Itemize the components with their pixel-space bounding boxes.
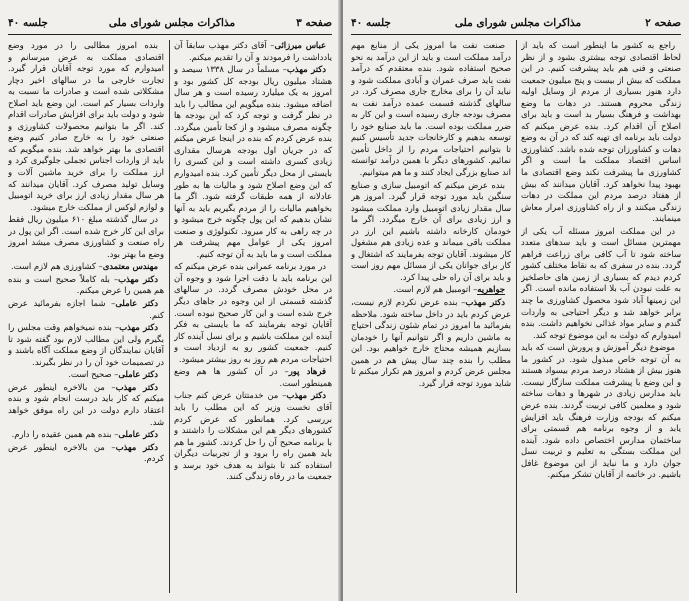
paragraph-text: – صحیح است. (68, 369, 119, 380)
right-page-title: مذاکرات مجلس شورای ملی (454, 17, 582, 29)
paragraph-text: – مسلماً در سال ۱۳۳۸ سیصد و هشتاد میلیون ریال بودجه کل کشور بود و امروز به یک میلیارد رسیده است و هر سال اضافه میشود. بنده میگویم این مطالب را باید در نظر گرفت و توجه کرد که این بودجه ها چگونه مصرف میشود و از کجا تأمین میگردد. بنده عرض کردم که بنده در اینجا عرض میکنم که در جریان اول بودجه هرسال مقداری زیادی کسری داشته است و این کسری را بایستی از محل دیگر تأمین کرد. بنده امیدوارم که این وضع اصلاح شود و مالیات ها به طور عادلانه از همه طبقات گرفته شود. اگر ما بخواهیم مالیات را از مردم بگیریم باید به آنها نشان بدهیم که این پول چگونه خرج میشود و در چه راهی به کار میرود. تکنولوژی و صنعت امروز یکی از عوامل مهم پیشرفت هر مملکت است و ما باید به آن توجه کنیم. (174, 64, 332, 259)
speaker-name: دکتر عاملی (118, 429, 158, 440)
right-page-col-left (351, 40, 511, 595)
paragraph-text: – کشاورزی هم لازم است. (10, 261, 103, 272)
speaker-name: دکتر مهذب (115, 381, 158, 392)
column-rule (516, 40, 517, 593)
paragraph-text: موضوع دیگر آموزش و پرورش است که باید به آن توجه خاص مبذول شود. در کشور ما هنوز بیش از هشتاد درصد مردم بیسواد هستند و این وضع با پیشرفت مملکت سازگار نیست. باید مدارس زیادی در شهرها و دهات ساخته شود و معلمین کافی تربیت گردند. بنده عرض میکنم که بودجه وزارت فرهنگ باید افزایش یابد و از وجوه برنامه هم قسمتی برای ساختمان مدارس اختصاص داده شود. آینده این مملکت بستگی به تعلیم و تربیت نسل جوان دارد و ما نباید از این موضوع غافل باشیم. در خاتمه از آقایان تشکر میکنم. (521, 342, 681, 480)
paragraph (521, 226, 681, 341)
speaker-name: جواهریه (477, 284, 505, 295)
paragraph-text: در مورد برنامه عمرانی بنده عرض میکنم که این برنامه باید با دقت اجرا شود و وجوه آن در محل خودش مصرف گردد. در سالهای گذشته قسمتی از این وجوه در جاهای دیگر خرج شده است و این کار صحیح نبوده است. آقایان توجه بفرمایند که ما بایستی به فکر آینده این مملکت باشیم و برای نسل آینده کار کنیم. جمعیت کشور رو به ازدیاد است و احتیاجات مردم هم روز به روز بیشتر میشود. (174, 261, 332, 364)
paragraph (8, 429, 164, 441)
paragraph-text: – بنده عرض نکردم لازم نیست، عرض کردم باید در داخل ساخته شود. ملاحظه بفرمائید ما امروز در تمام شئون زندگی احتیاج به ماشین داریم و اگر نتوانیم آنها را خودمان بسازیم همیشه محتاج خارج خواهیم بود. این مطلب را بنده چند سال پیش هم در همین مجلس عرض کردم و امروز هم تکرار میکنم تا شاید مورد توجه قرار گیرد. (351, 297, 511, 388)
paragraph (8, 274, 164, 297)
paragraph-text: – در آن کشور ها هم وضع همینطور است. (174, 366, 332, 388)
paragraph (174, 40, 332, 63)
paragraph (8, 442, 164, 465)
paragraph (8, 214, 164, 260)
paragraph (174, 64, 332, 260)
right-page (343, 0, 689, 601)
paragraph-text: – شما اجازه بفرمائید عرض کنم. (8, 298, 164, 320)
paragraph (174, 261, 332, 365)
paragraph-text: راجع به کشور ما اینطور است که باید از لحاظ اقتصادی توجه بیشتری بشود و از نظر صنعتی و فنی هم باید پیشرفت کنیم. در این مملکت که بیش از بیست و پنج میلیون جمعیت دارد هنوز بسیاری از مردم از وسایل اولیه زندگی محروم هستند. در دهات ما وضع بهداشت و فرهنگ بسیار بد است و باید برای اصلاح آن اقدام کرد. بنده عرض میکنم که دولت باید برنامه ای تهیه کند که در آن به وضع دهات و کشاورزان توجه شده باشد. کشاورزی اساس اقتصاد مملکت ما است و اگر کشاورزی ما پیشرفت نکند وضع اقتصادی ما بهبود پیدا نخواهد کرد. آقایان میدانند که بیش از هفتاد درصد مردم این مملکت در دهات زندگی میکنند و از راه کشاورزی امرار معاش مینمایند. (521, 40, 681, 224)
speaker-name: دکتر عاملی (115, 298, 158, 309)
paragraph (8, 382, 164, 428)
speaker-name: مهندس معتمدی (102, 261, 158, 272)
paragraph (8, 298, 164, 321)
paragraph (521, 342, 681, 481)
speaker-name: دکتر مهذب (286, 64, 326, 75)
left-page-number: صفحه ۳ (296, 17, 332, 29)
paragraph (174, 390, 332, 482)
speaker-name: دکتر عاملی (118, 369, 158, 380)
speaker-name: دکتر مهذب (465, 297, 505, 308)
paragraph-text: بنده امروز مطالبی را در مورد وضع اقتصادی مملکت به عرض میرسانم و امیدوارم که مورد توجه آقایان قرار گیرد. تجارت خارجی ما در سالهای اخیر دچار مشکلاتی شده است و صادرات ما نسبت به واردات بسیار کم است. این وضع باید اصلاح شود و دولت باید برای افزایش صادرات اقدام کند. اگر ما بتوانیم محصولات کشاورزی و صنعتی خود را به خارج صادر کنیم وضع اقتصادی ما بهتر خواهد شد. بنده میگویم که باید از واردات اجناس تجملی جلوگیری کرد و ارز مملکت را برای خرید ماشین آلات و وسایل تولید مصرف کرد. آقایان میدانند که هر سال مقدار زیادی ارز برای خرید اتومبیل و لوازم لوکس از مملکت خارج میشود. (8, 40, 164, 212)
paragraph (351, 297, 511, 389)
paragraph (174, 366, 332, 389)
speaker-name: دکتر مهذب (115, 441, 158, 452)
speaker-name: دکتر مهذب (119, 322, 158, 333)
paragraph-text: – من خدمتتان عرض کنم جناب آقای نخست وزیر که این مطلب را باید بررسی کرد. همانطور که عرض کردم کشورهای دیگر هم این مشکلات را داشتند و با برنامه صحیح آن را حل کردند. کشور ما هم باید همین راه را برود و از تجربیات دیگران استفاده کند تا بتواند به هدف خود برسد و جمعیت ما در رفاه زندگی کنند. (174, 390, 332, 482)
column-rule (169, 40, 170, 593)
left-page-session: جلسه ۴۰ (8, 17, 48, 29)
paragraph (8, 40, 164, 213)
speaker-name: عباس میرزائی (274, 40, 326, 50)
paragraph (351, 40, 511, 179)
paragraph-text: – من بالاخره اینطور عرض کردم. (8, 441, 164, 464)
paragraph (8, 369, 164, 381)
speaker-name: دکتر مهذب (118, 273, 158, 284)
paragraph-text: در سال گذشته مبلغ ۶۱۰ میلیون ریال فقط برای این کار خرج شده است. اگر این پول در راه صنعت و کشاورزی مصرف میشد امروز وضع ما بهتر بود. (8, 214, 164, 259)
left-page (0, 0, 340, 601)
paragraph-text: صنعت نفت ما امروز یکی از منابع مهم درآمد مملکت است و باید از این درآمد به نحو صحیح استفاده شود. بنده معتقدم که درآمد نفت باید صرف عمران و آبادی مملکت شود و نباید آن را برای مخارج جاری مصرف کرد. در سالهای گذشته قسمت عمده درآمد نفت به مصرف بودجه جاری رسیده است و این کار به ضرر مملکت بوده است. ما باید صنایع خود را توسعه بدهیم و کارخانجات جدید تأسیس کنیم تا بتوانیم احتیاجات مردم را از داخل تأمین نمائیم. کشورهای دیگر با همین درآمد توانسته اند صنایع بزرگی ایجاد کنند و ما هم میتوانیم. (351, 40, 511, 178)
paragraph-text: بنده عرض میکنم که اتومبیل سازی و صنایع سنگین باید مورد توجه قرار گیرد. امروز هر سال مقدار زیادی اتومبیل وارد مملکت میشود و ارز زیادی برای آن خارج میگردد. اگر ما خودمان کارخانه داشته باشیم این ارز در مملکت باقی میماند و عده زیادی هم مشغول کار میشوند. آقایان توجه بفرمایند که اشتغال و کار برای جوانان یکی از مسائل مهم روز است و باید برای آن راه حلی پیدا کرد. (351, 179, 511, 282)
paragraph-text: – من بالاخره اینطور عرض میکنم که کار باید درست انجام شود و بنده اعتقاد دارم دولت در این راه موفق خواهد شد. (8, 381, 164, 427)
right-page-col-right (521, 40, 681, 595)
paragraph (8, 261, 164, 273)
right-page-header (351, 12, 681, 35)
paragraph (8, 322, 164, 368)
speaker-name: فرهاد پور (288, 366, 326, 377)
left-page-title: مذاکرات مجلس شورای ملی (108, 17, 236, 29)
paragraph-text: در این مملکت امروز مسئله آب یکی از مهمترین مسائل است و باید سدهای متعدد ساخته شود تا آب کافی برای زراعت فراهم گردد. بنده در سفری که به نقاط مختلف کشور کردم دیدم که بسیاری از زمین های حاصلخیز به علت نبودن آب بلا استفاده مانده است. اگر این زمینها آباد شود محصول کشاورزی ما چند برابر خواهد شد و دیگر احتیاجی به واردات گندم و سایر مواد غذائی نخواهیم داشت. بنده امیدوارم که دولت به این موضوع توجه کند. (521, 225, 681, 340)
paragraph (351, 180, 511, 284)
right-page-session: جلسه ۴۰ (351, 17, 391, 29)
paragraph-text: – بنده نمیخواهم وقت مجلس را بگیرم ولی این مطالب لازم بود گفته شود تا آقایان نمایندگان از وضع مملکت آگاه باشند و در تصمیمات خود آن را در نظر بگیرند. (8, 322, 164, 367)
paragraph (521, 40, 681, 225)
paragraph-text: – بله کاملاً صحیح است و بنده هم همین را عرض میکنم. (8, 273, 164, 296)
paragraph-text: – آقای دکتر مهذب سابقاً آن یادداشت را فرمودند و آن را تقدیم میکنم. (174, 40, 332, 62)
paragraph-text: – بنده هم همین عقیده را دارم. (11, 429, 119, 440)
paragraph-text: – اتومبیل هم لازم است. (393, 284, 478, 295)
left-page-col-left (8, 40, 164, 595)
left-page-col-right (174, 40, 332, 595)
paragraph (351, 284, 511, 296)
right-page-number: صفحه ۲ (645, 17, 681, 29)
speaker-name: دکتر مهذب (286, 390, 326, 401)
left-page-header (8, 12, 332, 35)
